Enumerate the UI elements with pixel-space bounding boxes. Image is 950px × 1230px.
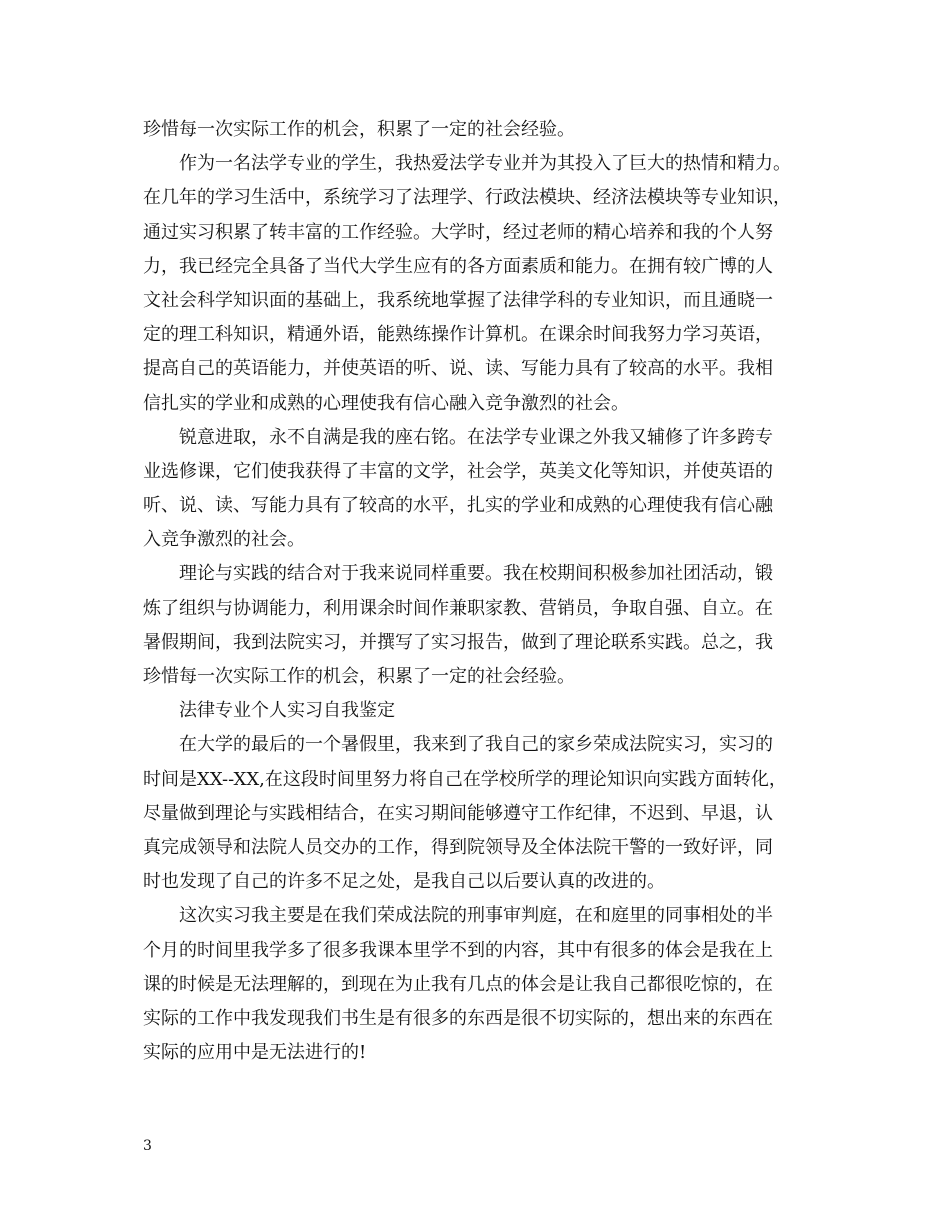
paragraph-start-line: 理论与实践的结合对于我来说同样重要。我在校期间积极参加社团活动，锻 <box>179 563 773 585</box>
text-line: 暑假期间，我到法院实习，并撰写了实习报告，做到了理论联系实践。总之，我 <box>143 631 773 653</box>
paragraph-start-line: 这次实习我主要是在我们荣成法院的刑事审判庭，在和庭里的同事相处的半 <box>179 905 773 927</box>
text-line: 定的理工科知识，精通外语，能熟练操作计算机。在课余时间我努力学习英语， <box>143 324 773 346</box>
text-line: 听、说、读、写能力具有了较高的水平，扎实的学业和成熟的心理使我有信心融 <box>143 495 773 517</box>
text-line: 个月的时间里我学多了很多我课本里学不到的内容，其中有很多的体会是我在上 <box>143 939 773 961</box>
text-line: 珍惜每一次实际工作的机会，积累了一定的社会经验。 <box>143 119 575 140</box>
page-number: 3 <box>143 1138 152 1154</box>
text-line: 业选修课，它们使我获得了丰富的文学，社会学，英美文化等知识，并使英语的 <box>143 460 773 482</box>
text-line: 炼了组织与协调能力，利用课余时间作兼职家教、营销员，争取自强、自立。在 <box>143 597 773 619</box>
paragraph-start-line: 作为一名法学专业的学生，我热爱法学专业并为其投入了巨大的热情和精力。 <box>179 153 791 175</box>
paragraph-start-line: 在大学的最后的一个暑假里，我来到了我自己的家乡荣成法院实习，实习的 <box>179 734 773 756</box>
text-line: 在几年的学习生活中，系统学习了法理学、行政法模块、经济法模块等专业知识， <box>143 187 791 209</box>
section-heading: 法律专业个人实习自我鉴定 <box>179 700 395 722</box>
text-line: 入竞争激烈的社会。 <box>143 529 305 551</box>
text-line: 实际的应用中是无法进行的! <box>143 1042 367 1064</box>
text-line: 提高自己的英语能力，并使英语的听、说、读、写能力具有了较高的水平。我相 <box>143 358 773 380</box>
text-line: 文社会科学知识面的基础上，我系统地掌握了法律学科的专业知识，而且通晓一 <box>143 289 773 311</box>
text-line: 课的时候是无法理解的，到现在为止我有几点的体会是让我自己都很吃惊的，在 <box>143 973 773 995</box>
text-line: 时间是XX--XX,在这段时间里努力将自己在学校所学的理论知识向实践方面转化， <box>143 768 787 790</box>
text-line: 力，我已经完全具备了当代大学生应有的各方面素质和能力。在拥有较广博的人 <box>143 255 773 277</box>
text-line: 实际的工作中我发现我们书生是有很多的东西是很不切实际的，想出来的东西在 <box>143 1007 773 1029</box>
text-line: 真完成领导和法院人员交办的工作，得到院领导及全体法院干警的一致好评，同 <box>143 836 773 858</box>
text-line: 信扎实的学业和成熟的心理使我有信心融入竞争激烈的社会。 <box>143 392 629 414</box>
body-text <box>143 113 810 1070</box>
text-line: 尽量做到理论与实践相结合，在实习期间能够遵守工作纪律，不迟到、早退，认 <box>143 802 773 824</box>
text-line: 通过实习积累了转丰富的工作经验。大学时，经过老师的精心培养和我的个人努 <box>143 221 773 243</box>
paragraph-start-line: 锐意进取，永不自满是我的座右铭。在法学专业课之外我又辅修了许多跨专 <box>179 426 773 448</box>
text-line: 时也发现了自己的许多不足之处，是我自己以后要认真的改进的。 <box>143 871 665 893</box>
text-line: 珍惜每一次实际工作的机会，积累了一定的社会经验。 <box>143 666 575 687</box>
